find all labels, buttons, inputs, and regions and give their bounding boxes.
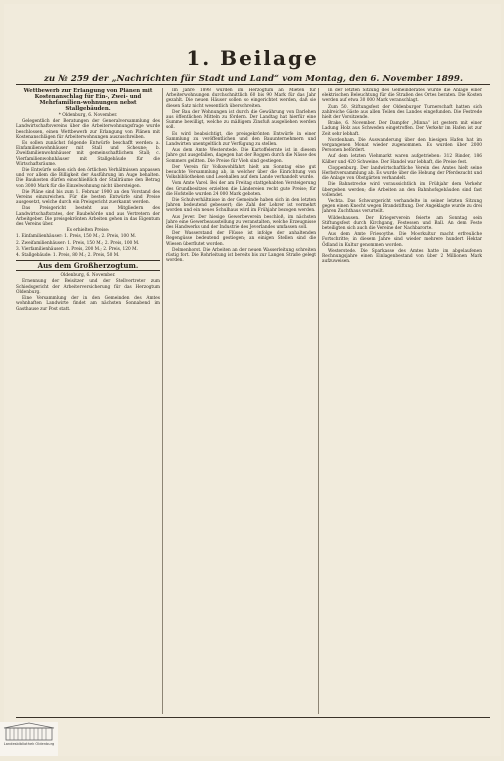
paragraph: Vechta. Das Schwurgericht verhandelte in seiner letzten Sitzung gegen einen Knecht wegen Brandstiftung. Der Angeklagte wurde zu drei Jahren Zuchthaus verurteilt. [322,199,482,215]
paragraph: Der Wasserstand der Flüsse ist infolge der anhaltenden Regengüsse bedeutend gestiegen; an einigen Stellen sind die Wiesen überflutet worden. [166,231,316,247]
paragraph: In der letzten Sitzung des Gemeinderates wurde die Anlage einer elektrischen Beleuchtung für die Straßen des Ortes beraten. Die Kosten werden auf etwa 30 000 Mark veranschlagt. [322,88,482,104]
paragraph: Die Bahnstrecke wird voraussichtlich im Frühjahr dem Verkehr übergeben werden; die Arbeiten an den Bahnhofsgebäuden sind fast vollendet. [322,182,482,198]
paragraph: Eine Versammlung der in den Gemeinden des Amtes wohnhaften Landwirte findet am nächsten Sonnabend im Gasthause zur Post statt. [16,296,160,312]
header-rule [16,84,490,85]
paragraph: Es sollen zunächst folgende Entwürfe beschafft werden: a. Einfamilienwohnhäuser mit Stall und Scheune; b. Zweifamilienwohnhäuser mit gemeinschaftlichem Stall; c. Vierfamilienwohnhäuser mit Stallgebäude für die Wirtschaftsräume. [16,141,160,167]
paragraph: Die Entwürfe sollen sich den örtlichen Verhältnissen anpassen und vor allem die Billigkeit der Ausführung im Auge behalten. Die Baukosten dürfen einschließlich der Stallräume den Betrag von 3000 Mark für die Einzelwohnung nicht übersteigen. [16,168,160,189]
column-2 [166,88,316,714]
paragraph: Der Bau der Wohnungen ist durch die Gewährung von Darlehen aus öffentlichen Mitteln zu fördern. Der Landtag hat hierfür eine Summe bewilligt, welche zu mäßigem Zinsfuß ausgeliehen werden soll. [166,109,316,131]
paragraph: Der Verein für Volkswohlfahrt hielt am Sonntag eine gut besuchte Versammlung ab, in welcher über die Einrichtung von Volksbibliotheken und Lesehallen auf dem Lande verhandelt wurde. [166,164,316,181]
paragraph: Cloppenburg. Der landwirtschaftliche Verein des Amtes hielt seine Herbstversammlung ab. Es wurde über die Hebung der Pferdezucht und die Anlage von Obstgärten verhandelt. [322,165,482,182]
paragraph: Delmenhorst. Die Arbeiten an der neuen Wasserleitung schreiten rüstig fort. Die Rohrleitung ist bereits bis zur Langen Straße gelegt worden. [166,247,316,264]
list-item: 4. Stallgebäude: 1. Preis, 80 M.; 2. Preis, 50 M. [16,253,120,259]
library-logo-icon [0,722,58,756]
paragraph: Ernennung der Beisitzer und der Stellvertreter zum Schiedsgericht der Arbeiterversicherung für das Herzogtum Oldenburg. [16,279,160,295]
column-1 [16,88,160,714]
paragraph: Aus Jever. Der hiesige Gewerbeverein beschloß, im nächsten Jahre eine Gewerbeausstellung zu veranstalten, welche Erzeugnisse des Handwerks und der Industrie des Jeverlandes umfassen soll. [166,214,316,231]
section-title: Aus dem Großherzogtum. [16,260,160,271]
list-item: 3. Vierfamilienhäuser: 1. Preis, 200 M.; 2. Preis, 120 M. [16,246,138,252]
paragraph: Das Preisgericht besteht aus Mitgliedern des Landwirtschaftsrates, der Baubehörde und aus Vertretern der Arbeitgeber. Die preisgekrönten Arbeiten gehen in das Eigentum des Vereins über. [16,206,160,228]
paragraph: Aus dem Amte Westerstede. Die Kartoffelernte ist in diesem Jahre gut ausgefallen, dagegen hat der Roggen durch die Nässe des Sommers gelitten. Die Preise für Vieh sind gestiegen. [166,148,316,164]
paragraph: Nordenham. Die Auswanderung über den hiesigen Hafen hat im vergangenen Monat wieder zugenommen. Es wurden über 2000 Personen befördert. [322,137,482,154]
paragraph: Wildeshausen. Der Kriegerverein feierte am Sonntag sein Stiftungsfest durch Kirchgang, Festessen und Ball. An dem Feste beteiligten sich auch die Vereine der Nachbarorte. [322,215,482,232]
section-dateline: Oldenburg, 6. November. [60,273,116,279]
paragraph: Zum 50. Stiftungsfest der Oldenburger Turnerschaft hatten sich zahlreiche Gäste aus allen Teilen des Landes eingefunden. Die Festrede hielt der Vorsitzende. [322,104,482,121]
paragraph: Auf dem letzten Viehmarkt waren aufgetrieben: 312 Rinder, 186 Kälber und 420 Schweine. Der Handel war lebhaft, die Preise fest. [322,154,482,165]
prize-list [16,234,160,258]
article-dateline: * Oldenburg, 6. November. [58,113,118,118]
paragraph: Aus dem Amte Friesoythe. Die Moorkultur macht erfreuliche Fortschritte; in diesem Jahre sind wieder mehrere hundert Hektar Ödland in Kultur genommen worden. [322,232,482,248]
list-item: 2. Zweifamilienhäuser: 1. Preis, 150 M.; 2. Preis, 100 M. [16,240,140,246]
paragraph: Vom Amte Varel. Bei der am Freitag stattgehabten Versteigerung des Grundbesitzes erzielten die Ländereien recht gute Preise; für die Hofstelle wurden 24 000 Mark geboten. [166,181,316,197]
paragraph: Die Pläne sind bis zum 1. Februar 1900 an den Vorstand des Vereins einzureichen. Für die besten Entwürfe sind Preise ausgesetzt, welche durch ein Preisgericht zuerkannt werden. [16,189,160,206]
page-subtitle: zu № 259 der „Nachrichten für Stadt und Land“ vom Montag, den 6. November 1899. [43,74,464,84]
column-divider [162,88,163,714]
page-title: 1. Beilage [186,46,319,70]
list-title: Es erhielten Preise: [66,228,110,234]
paragraph: Westerstede. Die Sparkasse des Amtes hatte im abgelaufenen Rechnungsjahre einen Einlagenbestand von über 2 Millionen Mark aufzuweisen. [322,248,482,265]
column-3 [322,88,482,714]
paragraph: Die Schulverhältnisse in der Gemeinde haben sich in den letzten Jahren bedeutend gebessert; die Zahl der Lehrer ist vermehrt worden und ein neues Schulhaus wird im Frühjahr bezogen werden. [166,198,316,214]
footer-rule [16,717,490,718]
paragraph: Brake, 6. November. Der Dampfer „Minna“ ist gestern mit einer Ladung Holz aus Schweden eingetroffen. Der Verkehr im Hafen ist zur Zeit sehr lebhaft. [322,121,482,137]
paragraph: Im Jahre 1898 wurden im Herzogtum an Mieten für Arbeiterwohnungen durchschnittlich 60 bis 90 Mark für das Jahr gezahlt. Die neuen Häuser sollen so eingerichtet werden, daß sie diesen Satz nicht wesentlich überschreiten. [166,88,316,109]
article-headline: Wettbewerb zur Erlangung von Plänen mit Kostenanschlag für Ein-, Zwei- und Mehrfamilien-wohnungen nebst Stallgebäuden. [23,88,153,112]
paragraph: Gelegentlich der Beratungen der Generalversammlung des Landwirtschaftsvereins über die Arbeiterwohnungsfrage wurde beschlossen, einen Wettbewerb zur Erlangung von Plänen mit Kostenanschlägen für Arbeiterwohnungen auszuschreiben. [16,119,160,140]
library-caption: Landesbibliothek Oldenburg [3,742,55,746]
column-divider [318,88,319,714]
paragraph: Es wird beabsichtigt, die preisgekrönten Entwürfe in einer Sammlung zu veröffentlichen und den Bauunternehmern und Landwirten unentgeltlich zur Verfügung zu stellen. [166,131,316,148]
list-item: 1. Einfamilienhäuser: 1. Preis, 150 M.; 2. Preis, 100 M. [16,234,137,240]
